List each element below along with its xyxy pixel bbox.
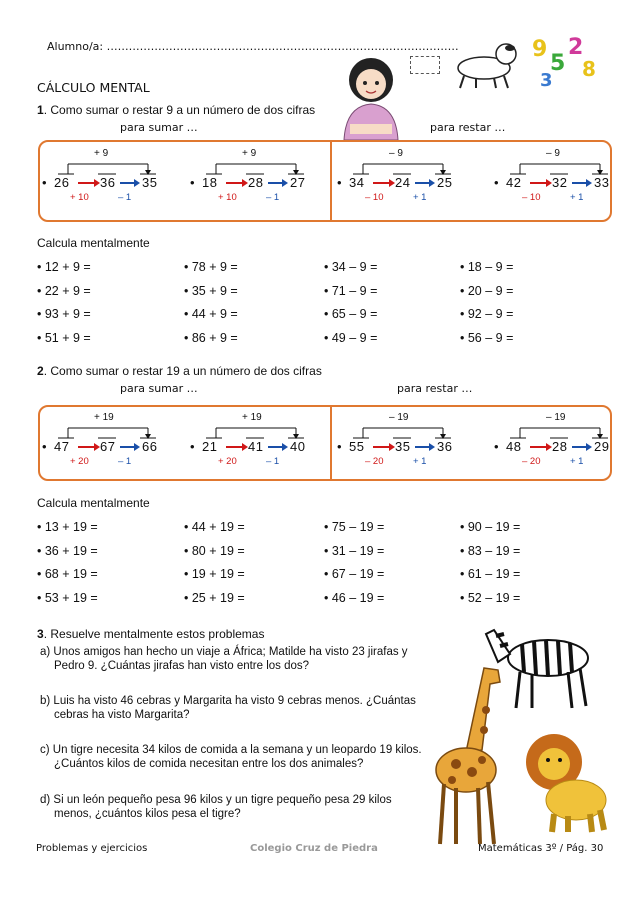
exercise-item: • 25 + 19 = bbox=[184, 590, 245, 605]
section1-calc-title: Calcula mentalmente bbox=[37, 236, 150, 250]
example-operation: + 19 bbox=[94, 412, 114, 423]
exercise-item: • 65 – 9 = bbox=[324, 307, 378, 321]
page-title: CÁLCULO MENTAL bbox=[37, 80, 150, 95]
footer-right: Matemáticas 3º / Pág. 30 bbox=[478, 843, 604, 854]
exercise-item: • 44 + 9 = bbox=[184, 307, 238, 321]
exercise-item: • 12 + 9 = bbox=[37, 260, 91, 274]
svg-text:8: 8 bbox=[582, 57, 596, 81]
problem-c-line1: c) Un tigre necesita 34 kilos de comida a la semana y un leopardo 19 kilos. bbox=[40, 744, 422, 756]
section2-sub-add: para sumar … bbox=[120, 382, 198, 395]
example-step2: + 1 bbox=[413, 192, 427, 203]
section1-heading bbox=[37, 103, 315, 117]
example-step1: – 20 bbox=[365, 456, 384, 467]
example-step1: + 10 bbox=[70, 192, 89, 203]
example-result: 29 bbox=[594, 439, 610, 454]
example-operation: – 19 bbox=[546, 412, 566, 423]
example-result: 35 bbox=[142, 175, 158, 190]
example-step2: + 1 bbox=[570, 192, 584, 203]
exercise-item: • 52 – 19 = bbox=[460, 590, 521, 605]
section2-divider bbox=[330, 405, 332, 479]
problem-b-line1: b) Luis ha visto 46 cebras y Margarita ha visto 9 cebras menos. ¿Cuántas bbox=[40, 695, 416, 707]
example-bullet: • bbox=[337, 439, 343, 454]
exercise-item: • 31 – 19 = bbox=[324, 543, 385, 558]
problem-b bbox=[40, 694, 450, 722]
worked-example bbox=[42, 146, 158, 206]
example-bullet: • bbox=[42, 175, 48, 190]
example-step2: + 1 bbox=[570, 456, 584, 467]
example-start: 42 bbox=[506, 175, 522, 190]
example-result: 36 bbox=[437, 439, 453, 454]
example-step2: – 1 bbox=[266, 192, 280, 203]
exercise-item: • 22 + 9 = bbox=[37, 283, 91, 298]
svg-text:3: 3 bbox=[540, 70, 553, 90]
worked-example bbox=[494, 410, 610, 470]
example-start: 47 bbox=[54, 439, 70, 454]
example-operation: – 19 bbox=[389, 412, 409, 423]
svg-text:2: 2 bbox=[568, 35, 584, 60]
exercise-item: • 46 – 19 = bbox=[324, 590, 385, 605]
exercise-item: • 68 + 19 = bbox=[37, 567, 98, 581]
giraffe-illustration bbox=[426, 660, 526, 850]
girl-illustration bbox=[330, 50, 412, 142]
exercise-item: • 44 + 19 = bbox=[184, 520, 245, 534]
section3-number: 3 bbox=[37, 627, 44, 641]
example-middle: 41 bbox=[248, 439, 264, 454]
example-result: 27 bbox=[290, 175, 306, 190]
example-start: 26 bbox=[54, 175, 70, 190]
problem-b-line2: cebras ha visto Margarita? bbox=[54, 709, 190, 721]
exercise-item: • 61 – 19 = bbox=[460, 567, 521, 581]
exercise-item: • 13 + 19 = bbox=[37, 520, 98, 534]
exercise-item: • 49 – 9 = bbox=[324, 330, 378, 345]
exercise-item: • 35 + 9 = bbox=[184, 283, 238, 298]
example-operation: + 9 bbox=[242, 148, 257, 159]
exercise-item: • 92 – 9 = bbox=[460, 307, 514, 321]
example-middle: 36 bbox=[100, 175, 116, 190]
footer-center: Colegio Cruz de Piedra bbox=[250, 843, 378, 854]
example-step1: – 10 bbox=[522, 192, 541, 203]
section1-sub-add: para sumar … bbox=[120, 121, 198, 134]
exercise-item: • 78 + 9 = bbox=[184, 260, 238, 274]
section2-sub-sub: para restar … bbox=[397, 382, 473, 395]
exercise-item: • 19 + 19 = bbox=[184, 567, 245, 581]
section2-heading bbox=[37, 364, 322, 378]
exercise-item: • 36 + 19 = bbox=[37, 543, 98, 558]
example-operation: + 19 bbox=[242, 412, 262, 423]
section2-calc-title: Calcula mentalmente bbox=[37, 496, 150, 510]
exercise-item: • 53 + 19 = bbox=[37, 590, 98, 605]
exercise-item: • 56 – 9 = bbox=[460, 330, 514, 345]
example-bullet: • bbox=[337, 175, 343, 190]
example-step1: + 10 bbox=[218, 192, 237, 203]
exercise-item: • 93 + 9 = bbox=[37, 307, 91, 321]
problem-c-line2: ¿Cuántos kilos de comida necesitan entre los dos animales? bbox=[54, 758, 364, 770]
example-bullet: • bbox=[42, 439, 48, 454]
grade-box bbox=[410, 56, 440, 74]
problem-d bbox=[40, 793, 450, 821]
exercise-item: • 67 – 19 = bbox=[324, 567, 385, 581]
example-bullet: • bbox=[494, 439, 500, 454]
exercise-item: • 20 – 9 = bbox=[460, 283, 514, 298]
section1-number: 1 bbox=[37, 103, 44, 117]
example-middle: 28 bbox=[248, 175, 264, 190]
example-step1: – 20 bbox=[522, 456, 541, 467]
example-start: 48 bbox=[506, 439, 522, 454]
worked-example bbox=[337, 146, 453, 206]
example-middle: 24 bbox=[395, 175, 411, 190]
problem-d-line1: d) Si un león pequeño pesa 96 kilos y un tigre pequeño pesa 29 kilos bbox=[40, 794, 392, 806]
example-start: 21 bbox=[202, 439, 218, 454]
exercise-item: • 71 – 9 = bbox=[324, 283, 378, 298]
section3-heading bbox=[37, 627, 264, 641]
student-name-line: Alumno/a: …………………………………………………………………………………… bbox=[47, 40, 459, 53]
worked-example bbox=[42, 410, 158, 470]
example-start: 18 bbox=[202, 175, 218, 190]
exercise-item: • 90 – 19 = bbox=[460, 520, 521, 534]
example-middle: 28 bbox=[552, 439, 568, 454]
section1-heading-text: . Como sumar o restar 9 a un número de dos cifras bbox=[43, 103, 316, 117]
svg-text:9: 9 bbox=[532, 37, 548, 62]
example-operation: + 9 bbox=[94, 148, 109, 159]
exercise-item: • 18 – 9 = bbox=[460, 260, 514, 274]
exercise-item: • 83 – 19 = bbox=[460, 543, 521, 558]
section2-heading-text: . Como sumar o restar 19 a un número de dos cifras bbox=[43, 364, 322, 378]
exercise-item: • 86 + 9 = bbox=[184, 330, 238, 345]
example-operation: – 9 bbox=[389, 148, 403, 159]
example-bullet: • bbox=[190, 175, 196, 190]
problem-a-line2: Pedro 9. ¿Cuántas jirafas han visto entre los dos? bbox=[54, 660, 310, 672]
problem-a bbox=[40, 645, 450, 673]
svg-text:5: 5 bbox=[550, 51, 566, 76]
numbers-illustration bbox=[528, 30, 608, 90]
section2-number: 2 bbox=[37, 364, 44, 378]
problem-d-line2: menos, ¿cuántos kilos pesa el tigre? bbox=[54, 808, 241, 820]
example-step1: + 20 bbox=[218, 456, 237, 467]
exercise-item: • 51 + 9 = bbox=[37, 330, 91, 345]
example-step1: – 10 bbox=[365, 192, 384, 203]
example-step2: + 1 bbox=[413, 456, 427, 467]
exercise-item: • 34 – 9 = bbox=[324, 260, 378, 274]
example-result: 40 bbox=[290, 439, 306, 454]
section1-divider bbox=[330, 140, 332, 220]
example-middle: 67 bbox=[100, 439, 116, 454]
footer-left: Problemas y ejercicios bbox=[36, 843, 148, 854]
example-bullet: • bbox=[494, 175, 500, 190]
example-bullet: • bbox=[190, 439, 196, 454]
example-result: 25 bbox=[437, 175, 453, 190]
lion-illustration bbox=[514, 726, 610, 836]
section1-sub-sub: para restar … bbox=[430, 121, 506, 134]
example-start: 34 bbox=[349, 175, 365, 190]
dog-illustration bbox=[446, 38, 528, 90]
exercise-item: • 80 + 19 = bbox=[184, 543, 245, 558]
example-operation: – 9 bbox=[546, 148, 560, 159]
worked-example bbox=[494, 146, 610, 206]
example-middle: 35 bbox=[395, 439, 411, 454]
example-step2: – 1 bbox=[118, 192, 132, 203]
problem-c bbox=[40, 743, 450, 771]
example-result: 33 bbox=[594, 175, 610, 190]
example-result: 66 bbox=[142, 439, 158, 454]
worked-example bbox=[190, 146, 306, 206]
example-step1: + 20 bbox=[70, 456, 89, 467]
exercise-item: • 75 – 19 = bbox=[324, 520, 385, 534]
worked-example bbox=[337, 410, 453, 470]
example-middle: 32 bbox=[552, 175, 568, 190]
worked-example bbox=[190, 410, 306, 470]
example-start: 55 bbox=[349, 439, 365, 454]
example-step2: – 1 bbox=[266, 456, 280, 467]
example-step2: – 1 bbox=[118, 456, 132, 467]
problem-a-line1: a) Unos amigos han hecho un viaje a África; Matilde ha visto 23 jirafas y bbox=[40, 646, 408, 658]
section3-heading-text: . Resuelve mentalmente estos problemas bbox=[43, 627, 265, 641]
